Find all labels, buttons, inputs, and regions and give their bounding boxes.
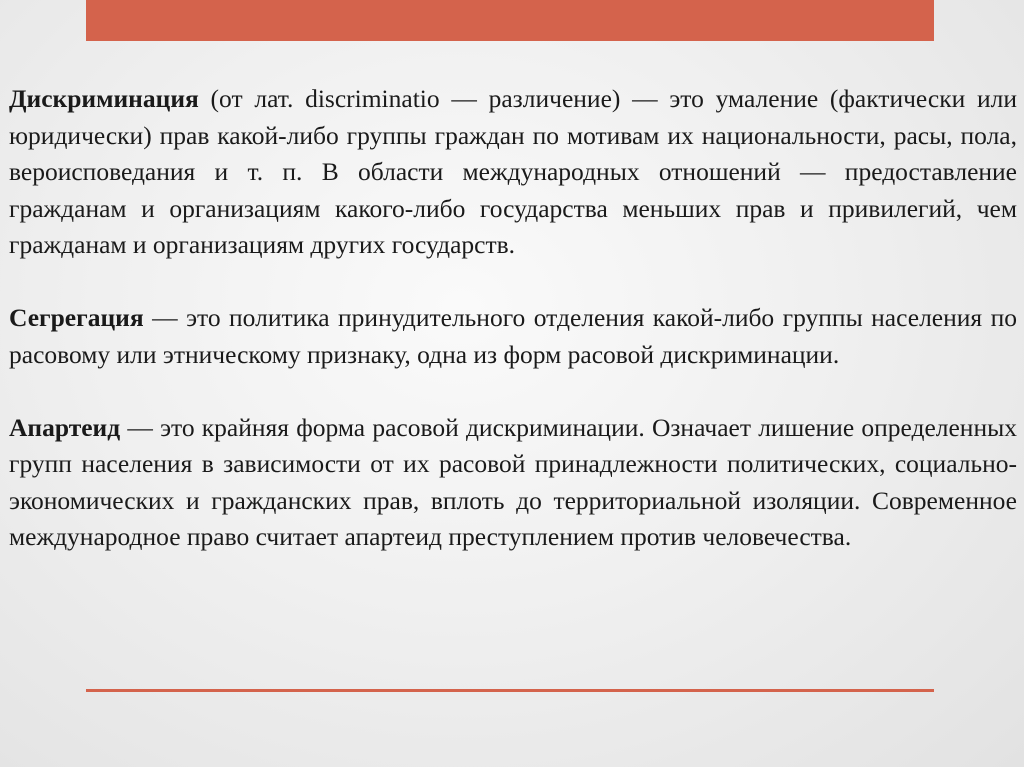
slide-content [9,81,1017,556]
paragraph-apartheid [9,410,1017,556]
paragraph-discrimination [9,81,1017,264]
term-discrimination: Дискриминация [9,84,199,113]
term-apartheid: Апартеид [9,412,121,442]
term-segregation: Сегрегация [9,303,144,332]
definition-discrimination: (от лат. discriminatio — различение) — это умаление (фактически или юридически) прав какой-либо группы граждан по мотивам их национальности, расы, пола, вероисповедания и т. п. В области международных отношений — предоставление гражданам и организациям какого-либо государства меньших прав и привилегий, чем гражданам и организациям других государств. [9,84,1017,259]
definition-segregation: — это политика принудительного отделения какой-либо группы населения по расовому или этническому признаку, одна из форм расовой дискриминации. [9,303,1017,369]
bottom-accent-line [86,689,934,692]
paragraph-segregation [9,300,1017,373]
top-accent-bar [86,0,934,41]
definition-apartheid: — это крайняя форма расовой дискриминации. Означает лишение определенных групп населения в зависимости от их расовой принадлежности политических, социально-экономических и гражданских прав, вплоть до территориальной изоляции. Современное международное право считает апартеид преступлением против человечества. [9,412,1017,551]
